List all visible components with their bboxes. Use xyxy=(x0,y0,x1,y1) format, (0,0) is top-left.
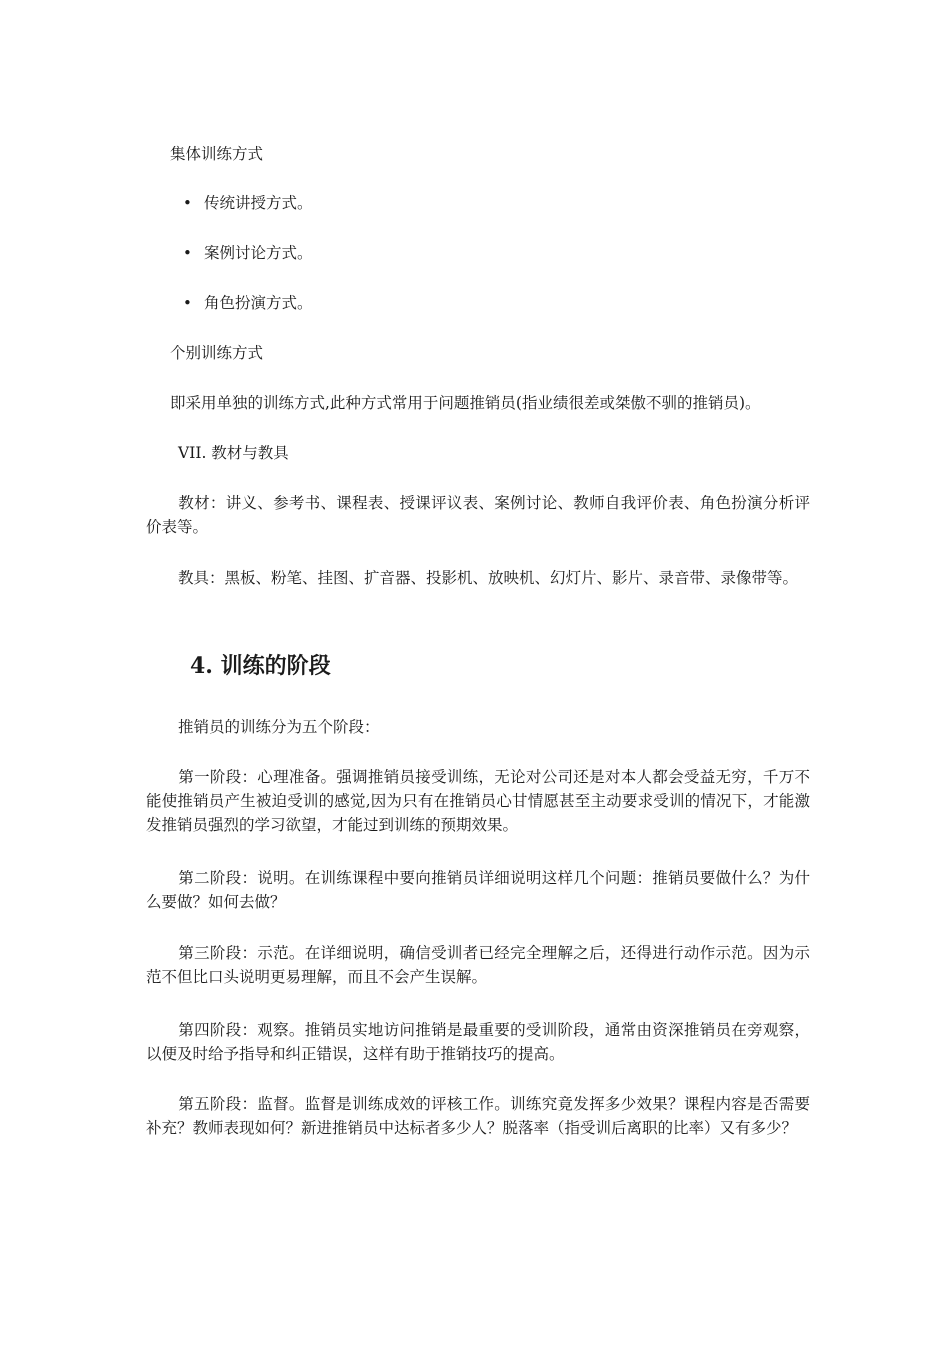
collective-training-title: 集体训练方式 xyxy=(170,145,264,163)
bullet-icon: • xyxy=(183,294,192,312)
stage-paragraph xyxy=(146,1092,810,1140)
stage-paragraph xyxy=(146,765,810,837)
list-item: 角色扮演方式。 xyxy=(204,294,313,312)
bullet-icon: • xyxy=(183,244,192,262)
stage-paragraph xyxy=(146,866,810,914)
stage-5-text: 第五阶段：监督。监督是训练成效的评核工作。训练究竟发挥多少效果？课程内容是否需要补充？教师表现如何？新进推销员中达标者多少人？脱落率（指受训后离职的比率）又有多少？ xyxy=(146,1095,810,1137)
stage-paragraph xyxy=(146,1018,810,1066)
stage-paragraph xyxy=(146,941,810,989)
bullet-icon: • xyxy=(183,194,192,212)
materials-text: 教材：讲义、参考书、课程表、授课评议表、案例讨论、教师自我评价表、角色扮演分析评价表等。 xyxy=(146,494,810,536)
list-item: 案例讨论方式。 xyxy=(204,244,313,262)
individual-training-title: 个别训练方式 xyxy=(170,344,264,362)
section-heading: 4. 训练的阶段 xyxy=(190,653,331,679)
tools-text: 教具：黑板、粉笔、挂图、扩音器、投影机、放映机、幻灯片、影片、录音带、录像带等。 xyxy=(178,569,799,587)
section-vii-title: VII. 教材与教具 xyxy=(178,444,289,462)
individual-training-text: 即采用单独的训练方式,此种方式常用于问题推销员(指业绩很差或桀傲不驯的推销员)。 xyxy=(170,394,761,412)
stage-2-text: 第二阶段：说明。在训练课程中要向推销员详细说明这样几个问题：推销员要做什么？为什么要做？如何去做？ xyxy=(146,869,810,911)
tools-paragraph xyxy=(146,566,810,590)
list-item: 传统讲授方式。 xyxy=(204,194,313,212)
materials-paragraph xyxy=(146,491,810,539)
stage-4-text: 第四阶段：观察。推销员实地访问推销是最重要的受训阶段，通常由资深推销员在旁观察，以便及时给予指导和纠正错误，这样有助于推销技巧的提高。 xyxy=(146,1021,810,1063)
stage-3-text: 第三阶段：示范。在详细说明，确信受训者已经完全理解之后，还得进行动作示范。因为示范不但比口头说明更易理解，而且不会产生误解。 xyxy=(146,944,810,986)
stage-1-text: 第一阶段：心理准备。强调推销员接受训练，无论对公司还是对本人都会受益无穷，千万不能使推销员产生被迫受训的感觉,因为只有在推销员心甘情愿甚至主动要求受训的情况下，才能激发推销员强烈的学习欲望，才能过到训练的预期效果。 xyxy=(146,768,810,834)
stages-intro: 推销员的训练分为五个阶段： xyxy=(178,718,380,736)
